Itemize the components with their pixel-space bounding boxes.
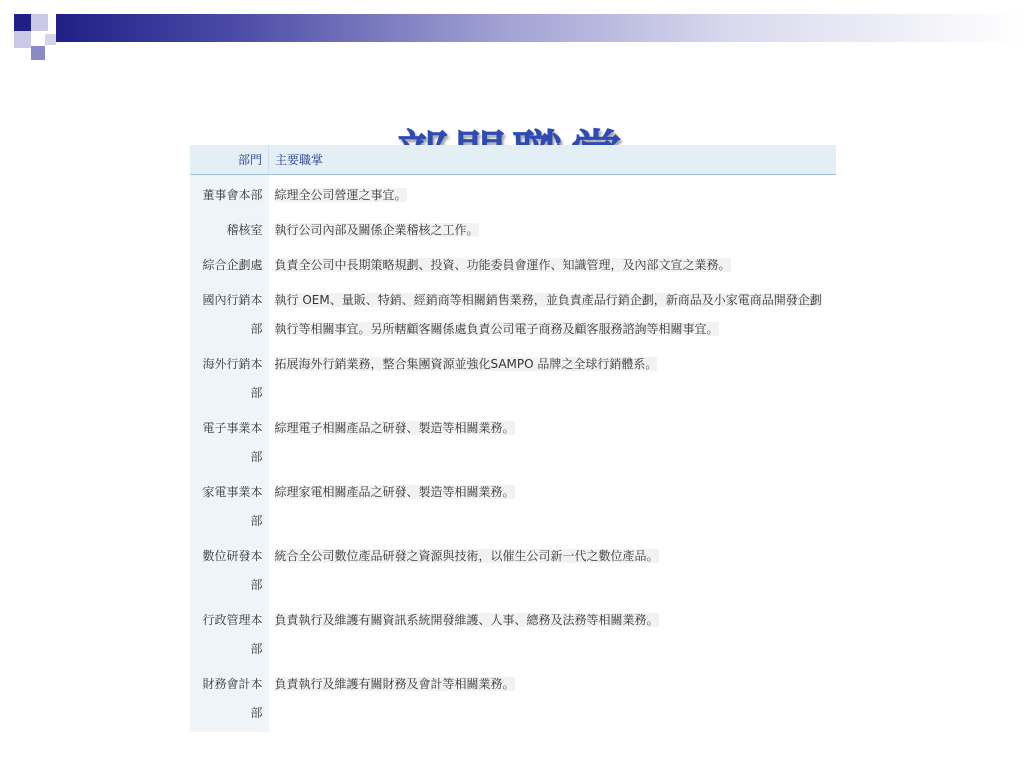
dept-cell: 家電事業本部 <box>190 472 269 536</box>
dept-cell: 稽核室 <box>190 210 269 245</box>
duty-cell <box>269 664 837 732</box>
duty-column-header: 主要職掌 <box>269 145 837 175</box>
top-gradient-bar <box>56 14 1024 42</box>
corner-decoration-square <box>14 31 31 48</box>
corner-decoration-square <box>31 14 48 31</box>
dept-cell: 行政管理本部 <box>190 600 269 664</box>
table-row <box>190 280 836 344</box>
dept-cell: 數位研發本部 <box>190 536 269 600</box>
table-header-row <box>190 145 836 175</box>
duty-cell <box>269 600 837 664</box>
duty-text: 執行公司內部及關係企業稽核之工作。 <box>274 223 479 237</box>
duty-cell <box>269 210 837 245</box>
dept-column-header: 部門 <box>190 145 269 175</box>
table-row <box>190 408 836 472</box>
dept-cell: 海外行銷本部 <box>190 344 269 408</box>
table-row <box>190 536 836 600</box>
duty-text: 拓展海外行銷業務，整合集團資源並強化SAMPO 品牌之全球行銷體系。 <box>274 357 658 371</box>
dept-cell: 財務會計本部 <box>190 664 269 732</box>
corner-decoration-square <box>45 34 56 45</box>
duty-cell <box>269 280 837 344</box>
duty-text: 統合全公司數位產品研發之資源與技術，以催生公司新一代之數位產品。 <box>274 549 659 563</box>
duty-cell <box>269 344 837 408</box>
department-duties-table <box>190 145 836 732</box>
duty-text: 執行 OEM、量販、特銷、經銷商等相關銷售業務，並負責產品行銷企劃，新商品及小家電商品開發企劃執行等相關事宜。另所轄顧客關係處負責公司電子商務及顧客服務諮詢等相關事宜。 <box>274 293 822 336</box>
duty-text: 負責執行及維護有關財務及會計等相關業務。 <box>274 677 515 691</box>
duty-cell <box>269 536 837 600</box>
dept-cell: 電子事業本部 <box>190 408 269 472</box>
duty-text: 綜理電子相關產品之研發、製造等相關業務。 <box>274 421 515 435</box>
duty-cell <box>269 245 837 280</box>
table-row <box>190 472 836 536</box>
duty-text: 綜理全公司營運之事宜。 <box>274 188 407 202</box>
corner-decoration-square <box>31 46 45 60</box>
dept-cell: 國內行銷本部 <box>190 280 269 344</box>
dept-cell: 綜合企劃處 <box>190 245 269 280</box>
table-row <box>190 600 836 664</box>
table-row <box>190 175 836 211</box>
table-row <box>190 210 836 245</box>
duty-cell <box>269 472 837 536</box>
dept-cell: 董事會本部 <box>190 175 269 211</box>
duty-text: 綜理家電相關產品之研發、製造等相關業務。 <box>274 485 515 499</box>
duty-cell <box>269 408 837 472</box>
table-row <box>190 664 836 732</box>
corner-decoration-square <box>14 14 31 31</box>
table-row <box>190 344 836 408</box>
duty-text: 負責執行及維護有關資訊系統開發維護、人事、總務及法務等相關業務。 <box>274 613 659 627</box>
duty-text: 負責全公司中長期策略規劃、投資、功能委員會運作、知識管理，及內部文宣之業務。 <box>274 258 731 272</box>
table-row <box>190 245 836 280</box>
duty-cell <box>269 175 837 211</box>
